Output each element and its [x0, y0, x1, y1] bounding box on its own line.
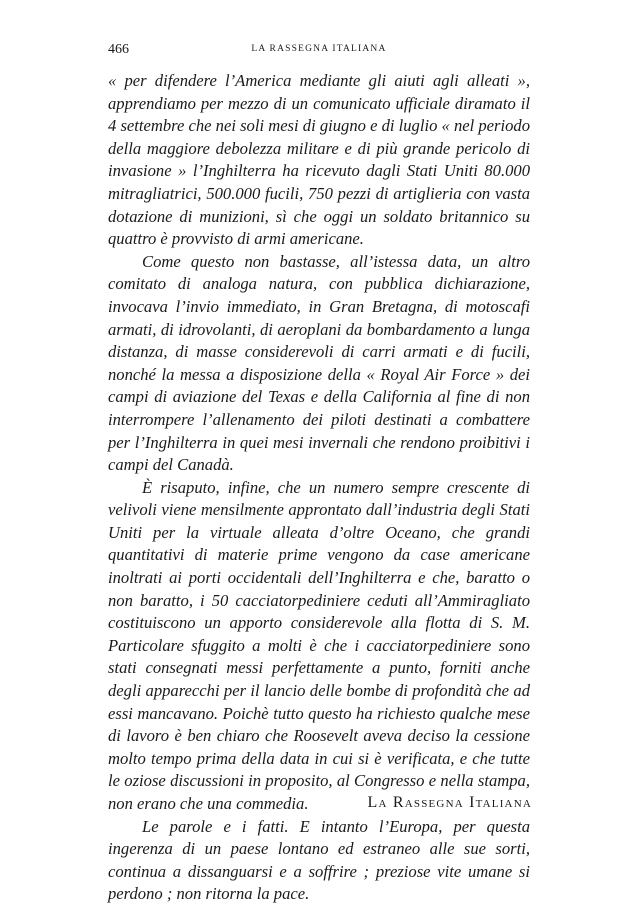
paragraph-2: Come questo non bastasse, all’istessa data, un altro comitato di analoga natura, con pubblica dichiarazione, invocava l’invio immediato, in Gran Bretagna, di motoscafi armati, di idrovolanti, di aeroplani da bombardamento a lunga distanza, di masse considerevoli di carri armati e di fucili, nonché la messa a disposizione della « Royal Air Force » dei campi di aviazione del Texas e della California al fine di non interrompere l’allenamento dei piloti destinati a combattere per l’Inghilterra in quei mesi invernali che rendono proibitivi i campi del Canadà.	[108, 251, 530, 475]
paragraph-3: È risaputo, infine, che un numero sempre crescente di velivoli viene mensilmente approntato dall’industria degli Stati Uniti per la virtuale alleata d’oltre Oceano, che grandi quantitativi di materie prime vengono da case americane inoltrati ai porti occidentali dell’Inghilterra e che, baratto o non baratto, i 50 cacciatorpediniere ceduti all’Ammiragliato costituiscono un apporto considerevole alla flotta di S. M. Particolare sfuggito a molti è che i cacciatorpediniere sono stati consegnati messi perfettamente a punto, forniti anche degli apparecchi per il lancio delle bombe di profondità che ad essi mancavano. Poichè tutto questo ha richiesto qualche mese di lavoro è ben chiaro che Roosevelt aveva deciso la cessione molto tempo prima della data in cui si è verificata, e che tutte le oziose discussioni in proposito, al Congresso e nella stampa, non erano che una commedia.	[108, 477, 530, 813]
running-head: LA RASSEGNA ITALIANA	[251, 44, 387, 54]
signature: La Rassegna Italiana	[367, 794, 532, 811]
page-header	[108, 42, 530, 60]
paragraph-4: Le parole e i fatti. E intanto l’Europa, per questa ingerenza di un paese lontano ed estraneo alle sue sorti, continua a dissanguarsi e a soffrire ; preziose vite umane si perdono ; non ritorna la pace.	[108, 816, 530, 904]
article-body	[108, 70, 530, 906]
page-number: 466	[108, 42, 129, 57]
paragraph-1: « per difendere l’America mediante gli aiuti agli alleati », apprendiamo per mezzo di un comunicato ufficiale diramato il 4 settembre che nei soli mesi di giugno e di luglio « nel periodo della maggiore debolezza militare e di più grande pericolo di invasione » l’Inghilterra ha ricevuto dagli Stati Uniti 80.000 mitragliatrici, 500.000 fucili, 750 pezzi di artiglieria con vasta dotazione di munizioni, sì che oggi un soldato britannico su quattro è provvisto di armi americane.	[108, 71, 530, 249]
